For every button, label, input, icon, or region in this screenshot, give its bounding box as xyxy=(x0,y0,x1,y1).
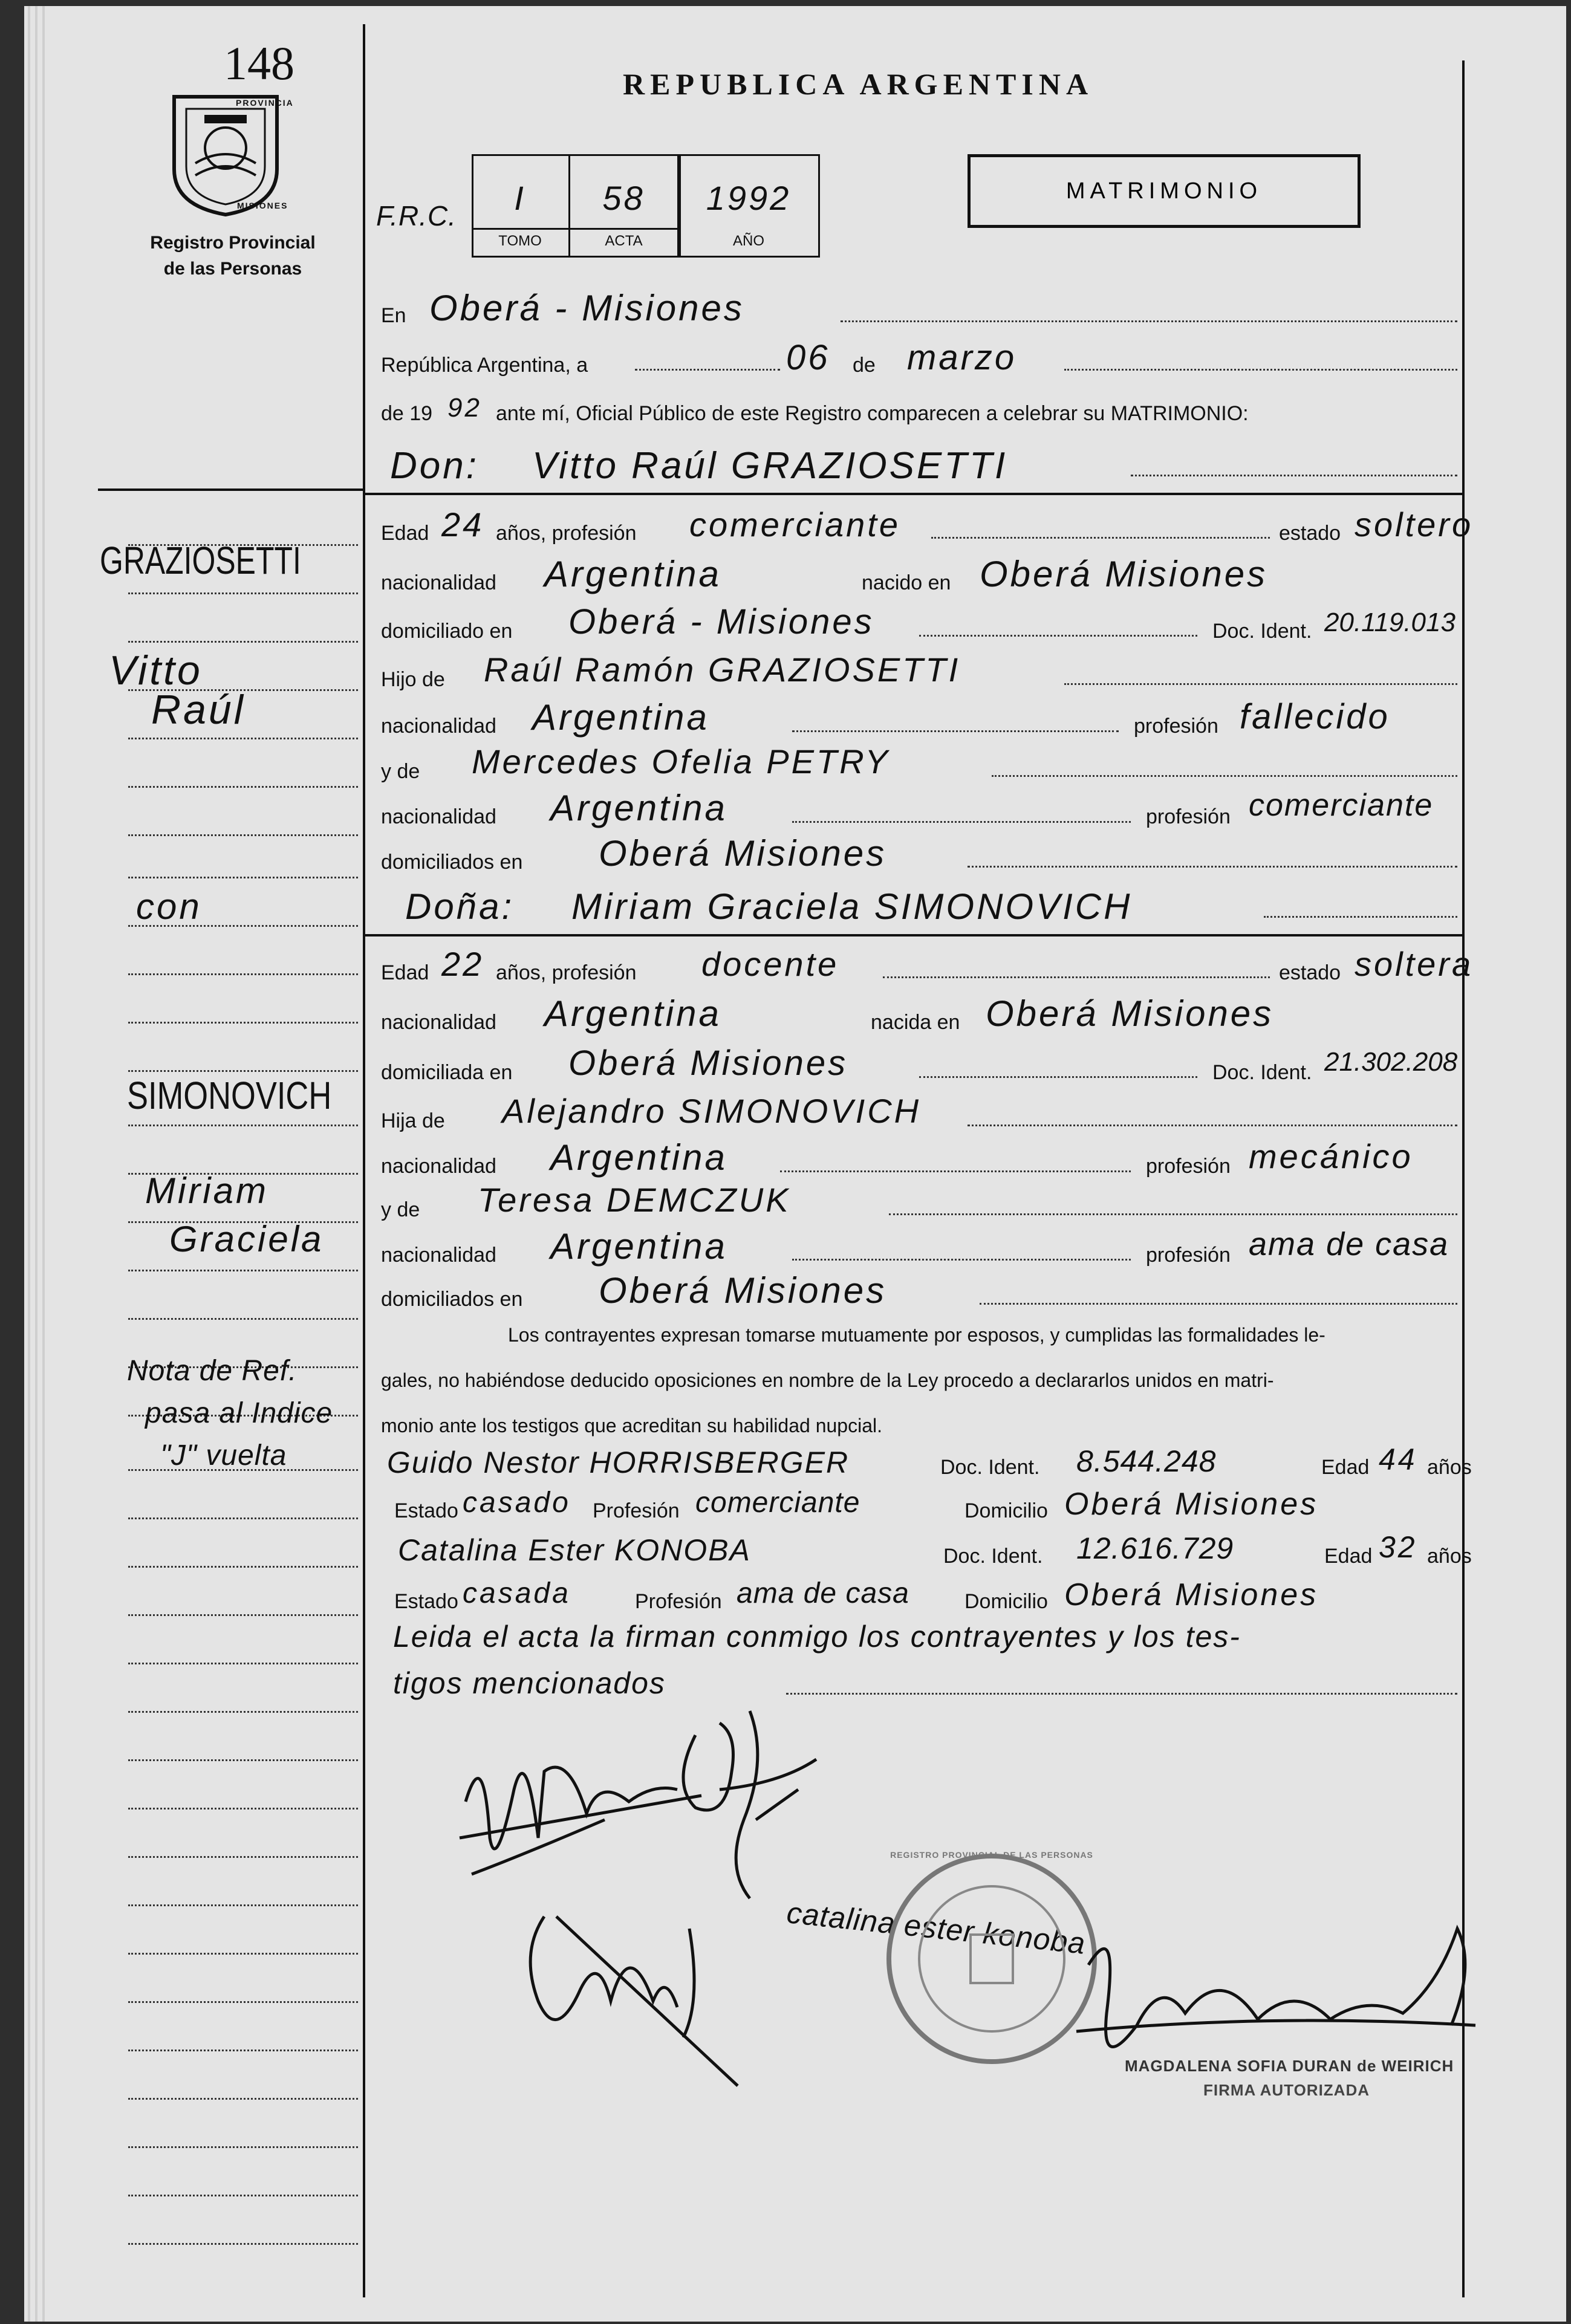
section-rule xyxy=(364,934,1462,936)
witness1-name: Guido Nestor HORRISBERGER xyxy=(387,1446,850,1479)
groom-nacido: Oberá Misiones xyxy=(980,554,1268,594)
groom-edad-label: Edad xyxy=(381,522,429,545)
witness2-estado-label: Estado xyxy=(394,1590,458,1613)
margin-column-rule xyxy=(363,24,365,2297)
fill-line xyxy=(919,1076,1197,1078)
bride-father-prof: mecánico xyxy=(1249,1137,1413,1175)
bride-estado-label: estado xyxy=(1279,961,1341,984)
margin-line xyxy=(128,2001,358,2003)
bride-parents-dom: Oberá Misiones xyxy=(599,1270,887,1311)
margin-line xyxy=(128,2195,358,2196)
bride-doc: 21.302.208 xyxy=(1324,1047,1458,1077)
closing-line2: tigos mencionados xyxy=(393,1666,666,1700)
witness2-anos-label: años xyxy=(1427,1545,1472,1568)
margin-line xyxy=(128,2243,358,2245)
groom-estado: soltero xyxy=(1355,505,1474,544)
year-suffix: 92 xyxy=(447,393,482,423)
margin-line xyxy=(128,786,358,788)
witness1-estado-label: Estado xyxy=(394,1499,458,1522)
groom-name: Vitto Raúl GRAZIOSETTI xyxy=(532,445,1008,487)
fill-line xyxy=(792,821,1131,823)
fill-line xyxy=(780,1170,1131,1172)
groom-nacionalidad: Argentina xyxy=(544,554,721,594)
bride-nacionalidad-label: nacionalidad xyxy=(381,1011,496,1034)
margin-line xyxy=(128,973,358,975)
witness1-profesion-label: Profesión xyxy=(593,1499,680,1522)
margin-groom-surname: GRAZIOSETTI xyxy=(100,539,301,582)
stamp-text: REGISTRO PROVINCIAL DE LAS PERSONAS xyxy=(890,1850,1093,1860)
margin-line xyxy=(128,1663,358,1664)
fill-line xyxy=(635,369,780,371)
margin-line xyxy=(128,1614,358,1616)
witness1-doc: 8.544.248 xyxy=(1076,1444,1217,1478)
margin-bride-name1: Miriam xyxy=(145,1170,268,1211)
ano-label: AÑO xyxy=(732,233,764,249)
republica-label: República Argentina, a xyxy=(381,354,588,377)
witness1-edad-label: Edad xyxy=(1321,1456,1370,1479)
fill-line xyxy=(968,866,1457,868)
witness1-domicilio: Oberá Misiones xyxy=(1064,1487,1319,1522)
page-edge xyxy=(35,6,37,2322)
witness2-name: Catalina Ester KONOBA xyxy=(398,1533,751,1567)
groom-edad: 24 xyxy=(441,505,484,544)
place: Oberá - Misiones xyxy=(429,288,744,328)
witness1-anos-label: años xyxy=(1427,1456,1472,1479)
declaration-line1: Los contrayentes expresan tomarse mutuamente por esposos, y cumplidas las formalidades le- xyxy=(508,1324,1325,1346)
groom-estado-label: estado xyxy=(1279,522,1341,545)
groom-father-prof: fallecido xyxy=(1240,697,1390,736)
page-number: 148 xyxy=(224,37,294,89)
tomo-value: I xyxy=(514,179,526,217)
officer-title: FIRMA AUTORIZADA xyxy=(1203,2081,1370,2099)
de-label: de xyxy=(853,354,876,377)
groom-doc-label: Doc. Ident. xyxy=(1212,620,1312,643)
declaration-line2: gales, no habiéndose deducido oposiciones en nombre de la Ley procedo a declararlos unidos en matri- xyxy=(381,1369,1274,1391)
groom-mother-nac-label: nacionalidad xyxy=(381,805,496,828)
bride-hija-label: Hija de xyxy=(381,1109,445,1132)
margin-line xyxy=(128,834,358,836)
margin-line xyxy=(128,1808,358,1810)
margin-groom-name1: Vitto xyxy=(109,648,203,693)
margin-line xyxy=(128,1711,358,1713)
bride-name: Miriam Graciela SIMONOVICH xyxy=(571,886,1133,927)
bride-mother-prof: ama de casa xyxy=(1249,1226,1449,1262)
margin-line xyxy=(128,2146,358,2148)
margin-line xyxy=(128,1856,358,1858)
en-label: En xyxy=(381,304,406,327)
box-divider xyxy=(472,228,681,230)
groom-father-nac-label: nacionalidad xyxy=(381,715,496,738)
groom-domicilio: Oberá - Misiones xyxy=(568,602,874,641)
margin-line xyxy=(128,2098,358,2100)
fill-line xyxy=(883,976,1270,978)
page-edge xyxy=(28,6,30,2322)
groom-nacionalidad-label: nacionalidad xyxy=(381,571,496,594)
officer-name: MAGDALENA SOFIA DURAN de WEIRICH xyxy=(1125,2057,1454,2075)
date-day: 06 xyxy=(786,338,830,377)
fill-line xyxy=(1264,916,1457,918)
groom-parents-dom: Oberá Misiones xyxy=(599,833,887,874)
witness1-domicilio-label: Domicilio xyxy=(964,1499,1048,1522)
bride-domicilio-label: domiciliada en xyxy=(381,1061,513,1084)
seal-text-top: PROVINCIA xyxy=(236,98,294,108)
margin-line xyxy=(128,738,358,739)
groom-profesion: comerciante xyxy=(689,505,901,544)
fill-line xyxy=(992,775,1457,777)
bride-father-nac-label: nacionalidad xyxy=(381,1155,496,1178)
section-rule xyxy=(364,493,1462,495)
fill-line xyxy=(919,635,1197,637)
bride-edad: 22 xyxy=(441,945,484,983)
tomo-label: TOMO xyxy=(498,233,542,249)
margin-line xyxy=(128,2050,358,2051)
margin-top-rule xyxy=(98,488,364,491)
bride-nacionalidad: Argentina xyxy=(544,993,721,1034)
bride-father: Alejandro SIMONOVICH xyxy=(502,1092,922,1130)
bride-nacida-label: nacida en xyxy=(871,1011,960,1034)
witness2-profesion: ama de casa xyxy=(737,1577,909,1609)
margin-line xyxy=(128,1517,358,1519)
bride-anos-profesion-label: años, profesión xyxy=(496,961,637,984)
bride-edad-label: Edad xyxy=(381,961,429,984)
bride-domicilio: Oberá Misiones xyxy=(568,1044,848,1083)
country-title: REPUBLICA ARGENTINA xyxy=(623,67,1094,101)
margin-line xyxy=(128,1125,358,1126)
bride-mother-nac-label: nacionalidad xyxy=(381,1244,496,1267)
witness2-estado: casada xyxy=(463,1577,571,1609)
ano-value: 1992 xyxy=(706,179,792,217)
groom-domicilio-label: domiciliado en xyxy=(381,620,513,643)
groom-hijo-label: Hijo de xyxy=(381,668,445,691)
declaration-line3: monio ante los testigos que acreditan su habilidad nupcial. xyxy=(381,1415,882,1436)
registry-name-line1: Registro Provincial xyxy=(150,233,316,253)
margin-line xyxy=(128,1759,358,1761)
groom-title: Don: xyxy=(390,445,479,487)
witness1-edad: 44 xyxy=(1379,1443,1417,1476)
fill-line xyxy=(980,1303,1457,1305)
date-month: marzo xyxy=(907,338,1017,377)
margin-line xyxy=(128,592,358,594)
witness1-profesion: comerciante xyxy=(695,1487,860,1519)
groom-yde-label: y de xyxy=(381,760,420,783)
witness2-edad: 32 xyxy=(1379,1530,1417,1564)
acta-label: ACTA xyxy=(605,233,643,249)
seal-text-bottom: MISIONES xyxy=(237,201,288,210)
margin-con: con xyxy=(136,886,202,927)
bride-parents-dom-label: domiciliados en xyxy=(381,1288,523,1311)
margin-note-line3: "J" vuelta xyxy=(160,1440,287,1472)
fill-line xyxy=(792,730,1119,732)
bride-mother-nac: Argentina xyxy=(550,1226,727,1267)
margin-line xyxy=(128,641,358,643)
fill-line xyxy=(889,1213,1457,1215)
margin-line xyxy=(128,1953,358,1955)
bride-estado: soltera xyxy=(1355,945,1474,983)
margin-note-line2: pasa al Indice xyxy=(145,1397,333,1429)
bride-nacida: Oberá Misiones xyxy=(986,993,1274,1034)
groom-father-nac: Argentina xyxy=(532,697,709,738)
document-page xyxy=(24,6,1566,2322)
groom-father: Raúl Ramón GRAZIOSETTI xyxy=(484,651,961,689)
page-edge xyxy=(42,6,45,2322)
witness2-edad-label: Edad xyxy=(1324,1545,1373,1568)
bride-title: Doña: xyxy=(405,886,515,927)
witness2-domicilio-label: Domicilio xyxy=(964,1590,1048,1613)
act-type-box: MATRIMONIO xyxy=(968,154,1361,228)
margin-bride-surname: SIMONOVICH xyxy=(127,1074,332,1117)
witness2-doc-label: Doc. Ident. xyxy=(943,1545,1043,1568)
witness2-doc: 12.616.729 xyxy=(1076,1531,1234,1565)
fill-line xyxy=(968,1125,1457,1126)
fill-line xyxy=(841,320,1457,322)
margin-line xyxy=(128,1070,358,1072)
bride-father-prof-label: profesión xyxy=(1146,1155,1231,1178)
margin-note-line1: Nota de Ref. xyxy=(127,1355,298,1387)
margin-line xyxy=(128,1318,358,1320)
witness1-estado: casado xyxy=(463,1487,571,1519)
groom-father-prof-label: profesión xyxy=(1134,715,1218,738)
fill-line xyxy=(1064,683,1457,685)
province-seal-icon xyxy=(162,91,289,218)
witness1-doc-label: Doc. Ident. xyxy=(940,1456,1040,1479)
bride-mother: Teresa DEMCZUK xyxy=(478,1181,791,1219)
margin-line xyxy=(128,1022,358,1024)
fill-line xyxy=(792,1259,1131,1261)
groom-mother-prof: comerciante xyxy=(1249,788,1434,823)
margin-line xyxy=(128,1566,358,1568)
year-prefix: de 19 xyxy=(381,402,433,425)
acta-value: 58 xyxy=(602,179,645,217)
fill-line xyxy=(931,537,1270,539)
witness2-profesion-label: Profesión xyxy=(635,1590,722,1613)
bride-yde-label: y de xyxy=(381,1198,420,1221)
intro-text: ante mí, Oficial Público de este Registro comparecen a celebrar su MATRIMONIO: xyxy=(496,402,1249,425)
bride-doc-label: Doc. Ident. xyxy=(1212,1061,1312,1084)
groom-mother-nac: Argentina xyxy=(550,788,727,828)
fill-line xyxy=(1131,475,1457,476)
bride-profesion: docente xyxy=(701,945,839,983)
witness1-signature-icon xyxy=(508,1880,786,2098)
margin-bride-name2: Graciela xyxy=(169,1219,324,1259)
registry-name-line2: de las Personas xyxy=(163,259,302,279)
margin-line xyxy=(128,877,358,878)
groom-anos-profesion-label: años, profesión xyxy=(496,522,637,545)
groom-mother: Mercedes Ofelia PETRY xyxy=(472,742,890,781)
bride-mother-prof-label: profesión xyxy=(1146,1244,1231,1267)
margin-line xyxy=(128,1904,358,1906)
bride-father-nac: Argentina xyxy=(550,1137,727,1178)
office-code: F.R.C. xyxy=(376,200,457,232)
fill-line xyxy=(1064,369,1457,371)
margin-groom-name2: Raúl xyxy=(151,687,246,733)
fill-line xyxy=(786,1693,1457,1695)
margin-line xyxy=(128,1270,358,1271)
closing-line1: Leida el acta la firman conmigo los contrayentes y los tes- xyxy=(393,1620,1241,1654)
groom-doc: 20.119.013 xyxy=(1324,608,1456,637)
groom-parents-dom-label: domiciliados en xyxy=(381,851,523,874)
groom-nacido-label: nacido en xyxy=(862,571,951,594)
witness2-domicilio: Oberá Misiones xyxy=(1064,1577,1319,1612)
groom-mother-prof-label: profesión xyxy=(1146,805,1231,828)
witness2-signature: catalina ester konoba xyxy=(785,1895,1087,1961)
